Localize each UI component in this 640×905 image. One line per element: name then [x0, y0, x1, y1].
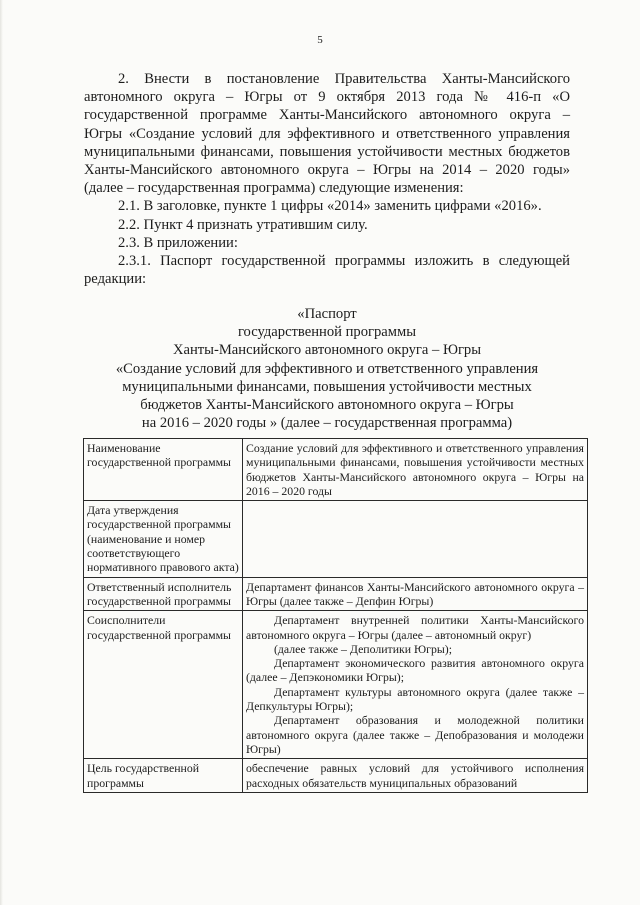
value-line: Департамент культуры автономного округа (далее также – Депкультуры Югры); — [246, 684, 584, 714]
table-row — [84, 577, 588, 611]
passport-table — [83, 438, 588, 793]
value-line: (далее также – Деполитики Югры); — [274, 641, 453, 656]
paragraph-2-1: 2.1. В заголовке, пункте 1 цифры «2014» заменить цифрами «2016». — [118, 198, 542, 215]
row-value — [243, 759, 588, 793]
value-line: Создание условий для эффективного и ответственного управления муниципальными финансами, повышения устойчивости местных бюджетов Ханты-Мансийского автономного округа – Югры на 2016 – 2020 годы — [246, 441, 584, 498]
row-label: Соисполнители государственной программы — [84, 611, 243, 759]
passport-title-line: на 2016 – 2020 годы » (далее – государственная программа) — [141, 415, 513, 432]
body-text — [84, 70, 570, 288]
table-row — [84, 501, 588, 577]
passport-title-line: муниципальными финансами, повышения устойчивости местных — [122, 378, 532, 395]
value-line: Департамент финансов Ханты-Мансийского автономного округа – Югры (далее также – Депфин Югры) — [246, 579, 584, 608]
value-line: Департамент внутренней политики Ханты-Мансийского автономного округа – Югры (далее – автономный округ) — [246, 613, 584, 642]
passport-title-line: государственной программы — [237, 324, 417, 341]
table-row — [84, 759, 588, 793]
row-label: Дата утверждения государственной программы (наименование и номер соответствующего нормативного правового акта) — [84, 501, 243, 577]
passport-title-line: «Создание условий для эффективного и ответственного управления — [115, 360, 539, 377]
value-line: обеспечение равных условий для устойчивого исполнения расходных обязательств муниципальных образований — [246, 761, 584, 790]
row-label: Цель государственной программы — [84, 759, 243, 793]
passport-title-line: бюджетов Ханты-Мансийского автономного округа – Югры — [140, 397, 514, 414]
page-number: 5 — [317, 34, 323, 46]
value-line: Департамент образования и молодежной политики автономного округа (далее также – Депобразования и молодежи Югры) — [246, 713, 584, 756]
row-value — [243, 611, 588, 759]
table-row — [84, 611, 588, 759]
row-value — [243, 439, 588, 501]
paragraph-2-2: 2.2. Пункт 4 признать утратившим силу. — [118, 216, 368, 233]
passport-title — [84, 305, 570, 432]
paragraph-2-3-1: 2.3.1. Паспорт государственной программы изложить в следующей редакции: — [84, 253, 570, 288]
scan-edge — [0, 0, 3, 905]
table-row — [84, 439, 588, 501]
value-line: Департамент экономического развития автономного округа (далее – Депэкономики Югры); — [246, 656, 584, 685]
paragraph-2: 2. Внести в постановление Правительства Ханты-Мансийского автономного округа – Югры от 9 октября 2013 года № 416-п «О государственной программе Ханты-Мансийского автономного округа – Югры «Создание условий для эффективного и ответственного управления муниципальными финансами, повышения устойчивости местных бюджетов Ханты-Мансийского автономного округа – Югры на 2014 – 2020 годы» (далее – государственная программа) следующие изменения: — [84, 71, 570, 197]
row-value — [243, 577, 588, 611]
paragraph-2-3: 2.3. В приложении: — [118, 234, 238, 251]
passport-title-line: «Паспорт — [297, 306, 357, 322]
row-label: Наименование государственной программы — [84, 439, 243, 501]
row-value-empty — [243, 501, 588, 577]
row-label: Ответственный исполнитель государственной программы — [84, 577, 243, 611]
passport-title-line: Ханты-Мансийского автономного округа – Югры — [172, 342, 482, 359]
